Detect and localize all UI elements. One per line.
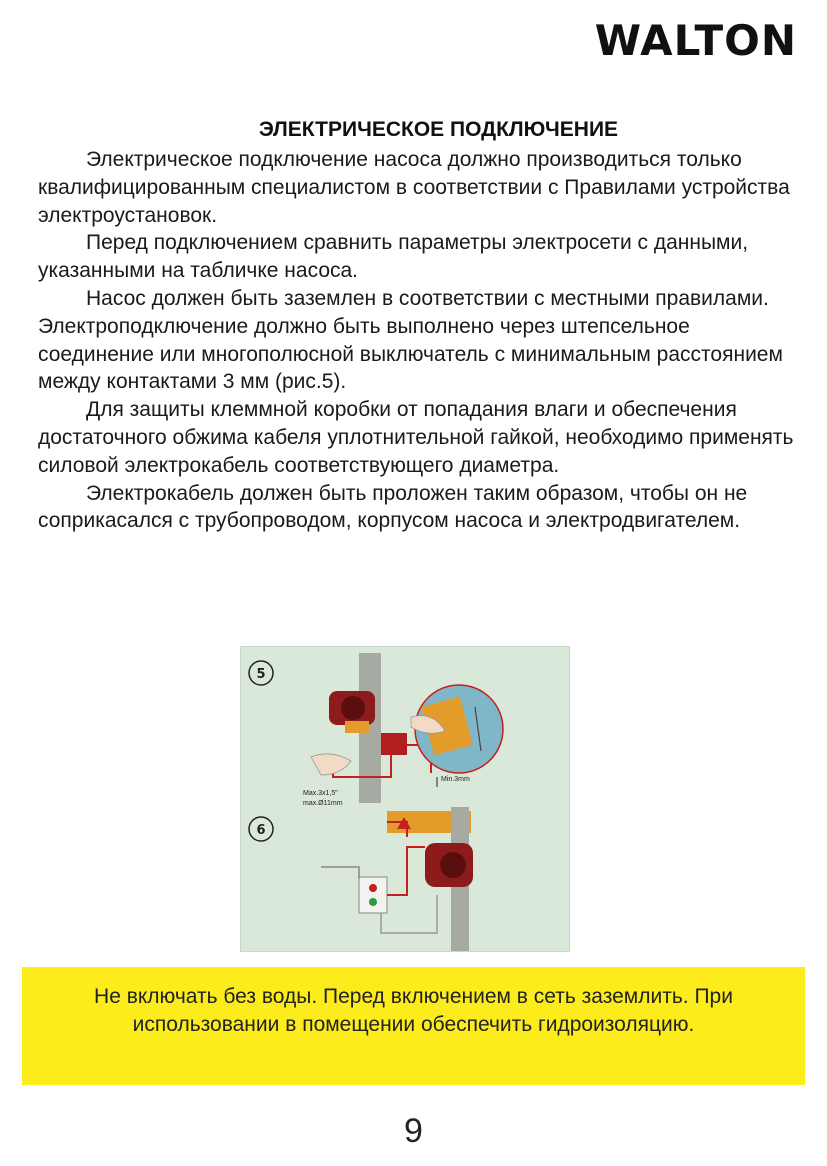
hand-illustration — [311, 754, 351, 775]
warning-box: Не включать без воды. Перед включением в сеть заземлить. При использовании в помещении обеспечить гидроизоляцию. — [22, 967, 805, 1085]
body-text — [38, 146, 798, 535]
stop-indicator — [369, 884, 377, 892]
supply-cable — [321, 867, 359, 879]
cable-spec-2: max.Ø11mm — [303, 800, 343, 807]
section-heading: ЭЛЕКТРИЧЕСКОЕ ПОДКЛЮЧЕНИЕ — [258, 118, 619, 141]
connection-box — [381, 733, 407, 755]
cable-spec-1: Max.3x1,5" — [303, 790, 338, 797]
terminal-box — [345, 721, 369, 733]
figure-6-number: 6 — [256, 823, 266, 838]
pump-motor — [341, 696, 365, 720]
gap-label: Min.3mm — [441, 776, 470, 783]
paragraph: Электрокабель должен быть проложен таким образом, чтобы он не соприкасался с трубопроводом, корпусом насоса и электродвигателем. — [38, 481, 748, 533]
paragraph: Насос должен быть заземлен в соответствии с местными правилами. Электроподключение должно быть выполнено через штепсельное соединение или многополюсной выключатель с минимальным расстоянием между контактами 3 мм (рис.5). — [38, 286, 783, 394]
paragraph: Перед подключением сравнить параметры электросети с данными, указанными на табличке насоса. — [38, 231, 749, 283]
page-number: 9 — [404, 1112, 423, 1150]
paragraph: Для защиты клеммной коробки от попадания влаги и обеспечения достаточного обжима кабеля уплотнительной гайкой, необходимо применять силовой электрокабель соответствующего диаметра. — [38, 398, 794, 477]
figure-5-number: 5 — [256, 667, 266, 682]
control-switch — [359, 877, 387, 913]
cable-line-2 — [387, 847, 425, 895]
brand-logo: WALTON — [594, 16, 797, 65]
illustration-svg — [241, 647, 569, 951]
installation-illustration — [240, 646, 570, 952]
pump-motor-2 — [440, 852, 466, 878]
paragraph: Электрическое подключение насоса должно производиться только квалифицированным специалистом в соответствии с Правилами устройства электроустановок. — [38, 148, 790, 227]
start-indicator — [369, 898, 377, 906]
ground-cable — [381, 895, 437, 933]
